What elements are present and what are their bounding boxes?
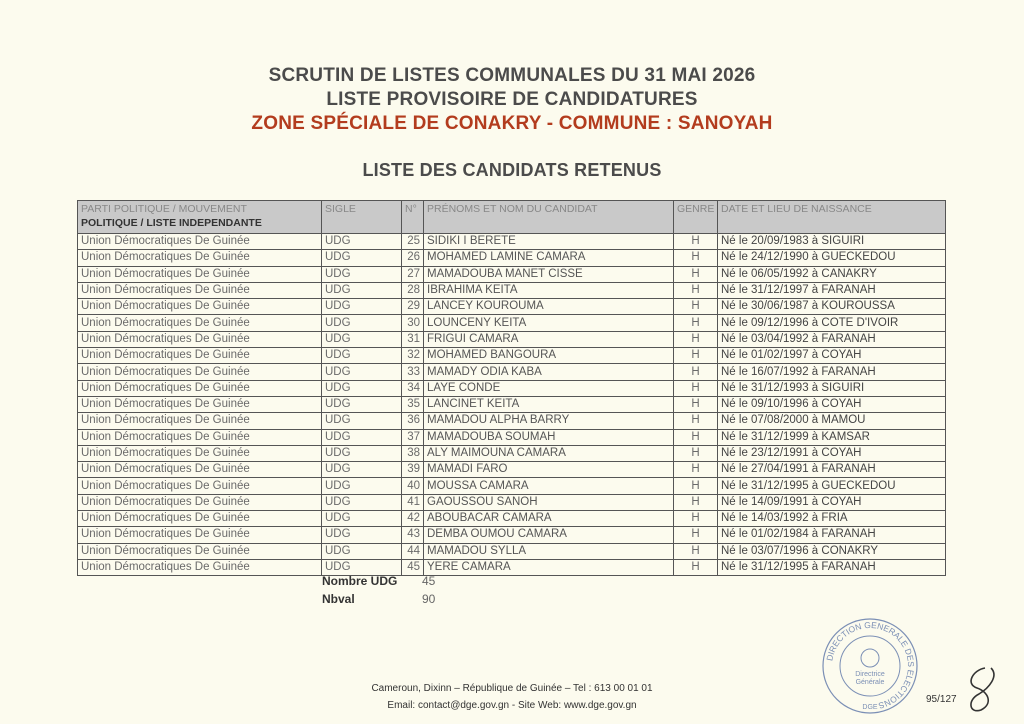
number-cell: 25 (402, 234, 424, 250)
sigle-cell: UDG (322, 331, 402, 347)
page-number: 95/127 (926, 694, 957, 705)
sigle-cell: UDG (322, 478, 402, 494)
number-cell: 34 (402, 380, 424, 396)
birth-cell: Né le 03/04/1992 à FARANAH (718, 331, 946, 347)
birth-cell: Né le 27/04/1991 à FARANAH (718, 462, 946, 478)
sigle-cell: UDG (322, 364, 402, 380)
number-cell: 41 (402, 494, 424, 510)
birth-cell: Né le 31/12/1995 à FARANAH (718, 559, 946, 575)
party-cell: Union Démocratiques De Guinée (78, 413, 322, 429)
party-count-row (322, 574, 435, 588)
candidate-name-cell: LOUNCENY KEITA (424, 315, 674, 331)
candidate-name-cell: LANCINET KEITA (424, 396, 674, 412)
birth-cell: Né le 01/02/1984 à FARANAH (718, 527, 946, 543)
genre-cell: H (674, 250, 718, 266)
party-cell: Union Démocratiques De Guinée (78, 494, 322, 510)
number-cell: 29 (402, 299, 424, 315)
genre-cell: H (674, 462, 718, 478)
birth-column-header: DATE ET LIEU DE NAISSANCE (718, 201, 946, 234)
number-cell: 30 (402, 315, 424, 331)
party-cell: Union Démocratiques De Guinée (78, 315, 322, 331)
candidate-name-cell: SIDIKI I BERETE (424, 234, 674, 250)
table-row (78, 234, 946, 250)
sigle-cell: UDG (322, 413, 402, 429)
sigle-cell: UDG (322, 396, 402, 412)
number-cell: 40 (402, 478, 424, 494)
party-cell: Union Démocratiques De Guinée (78, 282, 322, 298)
number-cell: 35 (402, 396, 424, 412)
sigle-cell: UDG (322, 282, 402, 298)
official-stamp-icon (820, 616, 920, 716)
birth-cell: Né le 24/12/1990 à GUECKEDOU (718, 250, 946, 266)
birth-cell: Né le 07/08/2000 à MAMOU (718, 413, 946, 429)
candidate-name-cell: MOUSSA CAMARA (424, 478, 674, 494)
party-cell: Union Démocratiques De Guinée (78, 429, 322, 445)
sigle-cell: UDG (322, 266, 402, 282)
number-cell: 43 (402, 527, 424, 543)
table-header-row (78, 201, 946, 234)
candidate-name-cell: MOHAMED LAMINE CAMARA (424, 250, 674, 266)
table-row (78, 380, 946, 396)
table-row (78, 282, 946, 298)
sigle-cell: UDG (322, 462, 402, 478)
birth-cell: Né le 14/03/1992 à FRIA (718, 511, 946, 527)
table-row (78, 315, 946, 331)
candidate-name-cell: FRIGUI CAMARA (424, 331, 674, 347)
candidate-name-cell: MAMADOU ALPHA BARRY (424, 413, 674, 429)
genre-cell: H (674, 364, 718, 380)
genre-cell: H (674, 380, 718, 396)
party-cell: Union Démocratiques De Guinée (78, 511, 322, 527)
candidate-name-cell: DEMBA OUMOU CAMARA (424, 527, 674, 543)
table-row (78, 511, 946, 527)
candidate-name-cell: MOHAMED BANGOURA (424, 348, 674, 364)
party-cell: Union Démocratiques De Guinée (78, 396, 322, 412)
candidates-table (77, 200, 946, 576)
candidate-name-cell: MAMADOUBA SOUMAH (424, 429, 674, 445)
table-row (78, 543, 946, 559)
sigle-column-header: SIGLE (322, 201, 402, 234)
table-row (78, 364, 946, 380)
candidate-name-cell: LAYE CONDE (424, 380, 674, 396)
genre-cell: H (674, 348, 718, 364)
birth-cell: Né le 31/12/1993 à SIGUIRI (718, 380, 946, 396)
table-row (78, 527, 946, 543)
stamp-center-line2: Générale (855, 679, 885, 686)
party-cell: Union Démocratiques De Guinée (78, 559, 322, 575)
party-cell: Union Démocratiques De Guinée (78, 462, 322, 478)
birth-cell: Né le 09/12/1996 à COTE D'IVOIR (718, 315, 946, 331)
table-row (78, 348, 946, 364)
document-header (0, 64, 1024, 136)
birth-cell: Né le 01/02/1997 à COYAH (718, 348, 946, 364)
table-row (78, 429, 946, 445)
party-cell: Union Démocratiques De Guinée (78, 543, 322, 559)
party-cell: Union Démocratiques De Guinée (78, 299, 322, 315)
number-cell: 45 (402, 559, 424, 575)
candidate-name-cell: GAOUSSOU SANOH (424, 494, 674, 510)
sigle-cell: UDG (322, 315, 402, 331)
sigle-cell: UDG (322, 234, 402, 250)
genre-cell: H (674, 396, 718, 412)
party-count-value: 45 (422, 574, 436, 588)
nbval-value: 90 (422, 592, 436, 606)
sigle-cell: UDG (322, 348, 402, 364)
number-cell: 39 (402, 462, 424, 478)
birth-cell: Né le 31/12/1999 à KAMSAR (718, 429, 946, 445)
table-row (78, 299, 946, 315)
list-subtitle: LISTE PROVISOIRE DE CANDIDATURES (326, 89, 698, 110)
stamp-center-line1: Directrice (855, 671, 885, 678)
genre-cell: H (674, 445, 718, 461)
table-row (78, 462, 946, 478)
genre-cell: H (674, 429, 718, 445)
handwritten-initials-icon (955, 664, 1005, 714)
birth-cell: Né le 03/07/1996 à CONAKRY (718, 543, 946, 559)
party-count-label: Nombre UDG (322, 574, 398, 588)
number-cell: 42 (402, 511, 424, 527)
birth-cell: Né le 06/05/1992 à CANAKRY (718, 266, 946, 282)
genre-cell: H (674, 282, 718, 298)
genre-cell: H (674, 527, 718, 543)
party-cell: Union Démocratiques De Guinée (78, 478, 322, 494)
number-cell: 31 (402, 331, 424, 347)
table-row (78, 331, 946, 347)
sigle-cell: UDG (322, 511, 402, 527)
party-cell: Union Démocratiques De Guinée (78, 331, 322, 347)
birth-cell: Né le 16/07/1992 à FARANAH (718, 364, 946, 380)
party-cell: Union Démocratiques De Guinée (78, 445, 322, 461)
sigle-cell: UDG (322, 429, 402, 445)
number-cell: 44 (402, 543, 424, 559)
birth-cell: Né le 14/09/1991 à COYAH (718, 494, 946, 510)
candidate-name-cell: LANCEY KOUROUMA (424, 299, 674, 315)
birth-cell: Né le 30/06/1987 à KOUROUSSA (718, 299, 946, 315)
sigle-cell: UDG (322, 380, 402, 396)
sigle-cell: UDG (322, 494, 402, 510)
candidate-name-cell: MAMADOUBA MANET CISSE (424, 266, 674, 282)
birth-cell: Né le 09/10/1996 à COYAH (718, 396, 946, 412)
party-header-line2: POLITIQUE / LISTE INDEPENDANTE (81, 217, 262, 229)
genre-cell: H (674, 331, 718, 347)
table-row (78, 559, 946, 575)
candidate-name-cell: IBRAHIMA KEITA (424, 282, 674, 298)
party-cell: Union Démocratiques De Guinée (78, 266, 322, 282)
nbval-label: Nbval (322, 592, 355, 606)
candidate-name-cell: MAMADOU SYLLA (424, 543, 674, 559)
stamp-ring-text: DIRECTION GENERALE DES ELECTIONS (824, 619, 917, 711)
number-cell: 36 (402, 413, 424, 429)
sigle-cell: UDG (322, 250, 402, 266)
number-cell: 32 (402, 348, 424, 364)
party-cell: Union Démocratiques De Guinée (78, 527, 322, 543)
candidate-name-cell: ABOUBACAR CAMARA (424, 511, 674, 527)
candidate-name-cell: MAMADY ODIA KABA (424, 364, 674, 380)
table-row (78, 396, 946, 412)
table-row (78, 494, 946, 510)
genre-cell: H (674, 494, 718, 510)
party-cell: Union Démocratiques De Guinée (78, 234, 322, 250)
stamp-bottom-text: DGE (862, 704, 878, 711)
table-row (78, 266, 946, 282)
nbval-row (322, 592, 435, 606)
candidate-name-cell: MAMADI FARO (424, 462, 674, 478)
genre-cell: H (674, 478, 718, 494)
name-column-header: PRÉNOMS ET NOM DU CANDIDAT (424, 201, 674, 234)
genre-cell: H (674, 511, 718, 527)
footer-contact: Email: contact@dge.gov.gn - Site Web: www.dge.gov.gn (387, 700, 637, 711)
number-cell: 37 (402, 429, 424, 445)
section-title: LISTE DES CANDIDATS RETENUS (362, 160, 662, 180)
genre-cell: H (674, 266, 718, 282)
party-cell: Union Démocratiques De Guinée (78, 364, 322, 380)
candidate-name-cell: ALY MAIMOUNA CAMARA (424, 445, 674, 461)
genre-cell: H (674, 299, 718, 315)
party-cell: Union Démocratiques De Guinée (78, 348, 322, 364)
birth-cell: Né le 20/09/1983 à SIGUIRI (718, 234, 946, 250)
table-row (78, 478, 946, 494)
birth-cell: Né le 23/12/1991 à COYAH (718, 445, 946, 461)
genre-cell: H (674, 413, 718, 429)
number-cell: 27 (402, 266, 424, 282)
number-cell: 33 (402, 364, 424, 380)
genre-cell: H (674, 234, 718, 250)
number-cell: 38 (402, 445, 424, 461)
birth-cell: Né le 31/12/1995 à GUECKEDOU (718, 478, 946, 494)
genre-column-header: GENRE (674, 201, 718, 234)
party-cell: Union Démocratiques De Guinée (78, 250, 322, 266)
table-row (78, 250, 946, 266)
table-row (78, 413, 946, 429)
footer-address: Cameroun, Dixinn – République de Guinée – Tel : 613 00 01 01 (371, 683, 653, 694)
party-column-header (78, 201, 322, 234)
footer (300, 680, 724, 714)
sigle-cell: UDG (322, 543, 402, 559)
election-title: SCRUTIN DE LISTES COMMUNALES DU 31 MAI 2026 (268, 65, 756, 86)
candidate-name-cell: YERE CAMARA (424, 559, 674, 575)
number-column-header: N° (402, 201, 424, 234)
number-cell: 26 (402, 250, 424, 266)
party-header-line1: PARTI POLITIQUE / MOUVEMENT (81, 203, 247, 215)
number-cell: 28 (402, 282, 424, 298)
genre-cell: H (674, 559, 718, 575)
commune-title: ZONE SPÉCIALE DE CONAKRY - COMMUNE : SANOYAH (251, 113, 773, 134)
sigle-cell: UDG (322, 445, 402, 461)
sigle-cell: UDG (322, 559, 402, 575)
genre-cell: H (674, 315, 718, 331)
party-cell: Union Démocratiques De Guinée (78, 380, 322, 396)
sigle-cell: UDG (322, 527, 402, 543)
birth-cell: Né le 31/12/1997 à FARANAH (718, 282, 946, 298)
table-row (78, 445, 946, 461)
sigle-cell: UDG (322, 299, 402, 315)
genre-cell: H (674, 543, 718, 559)
